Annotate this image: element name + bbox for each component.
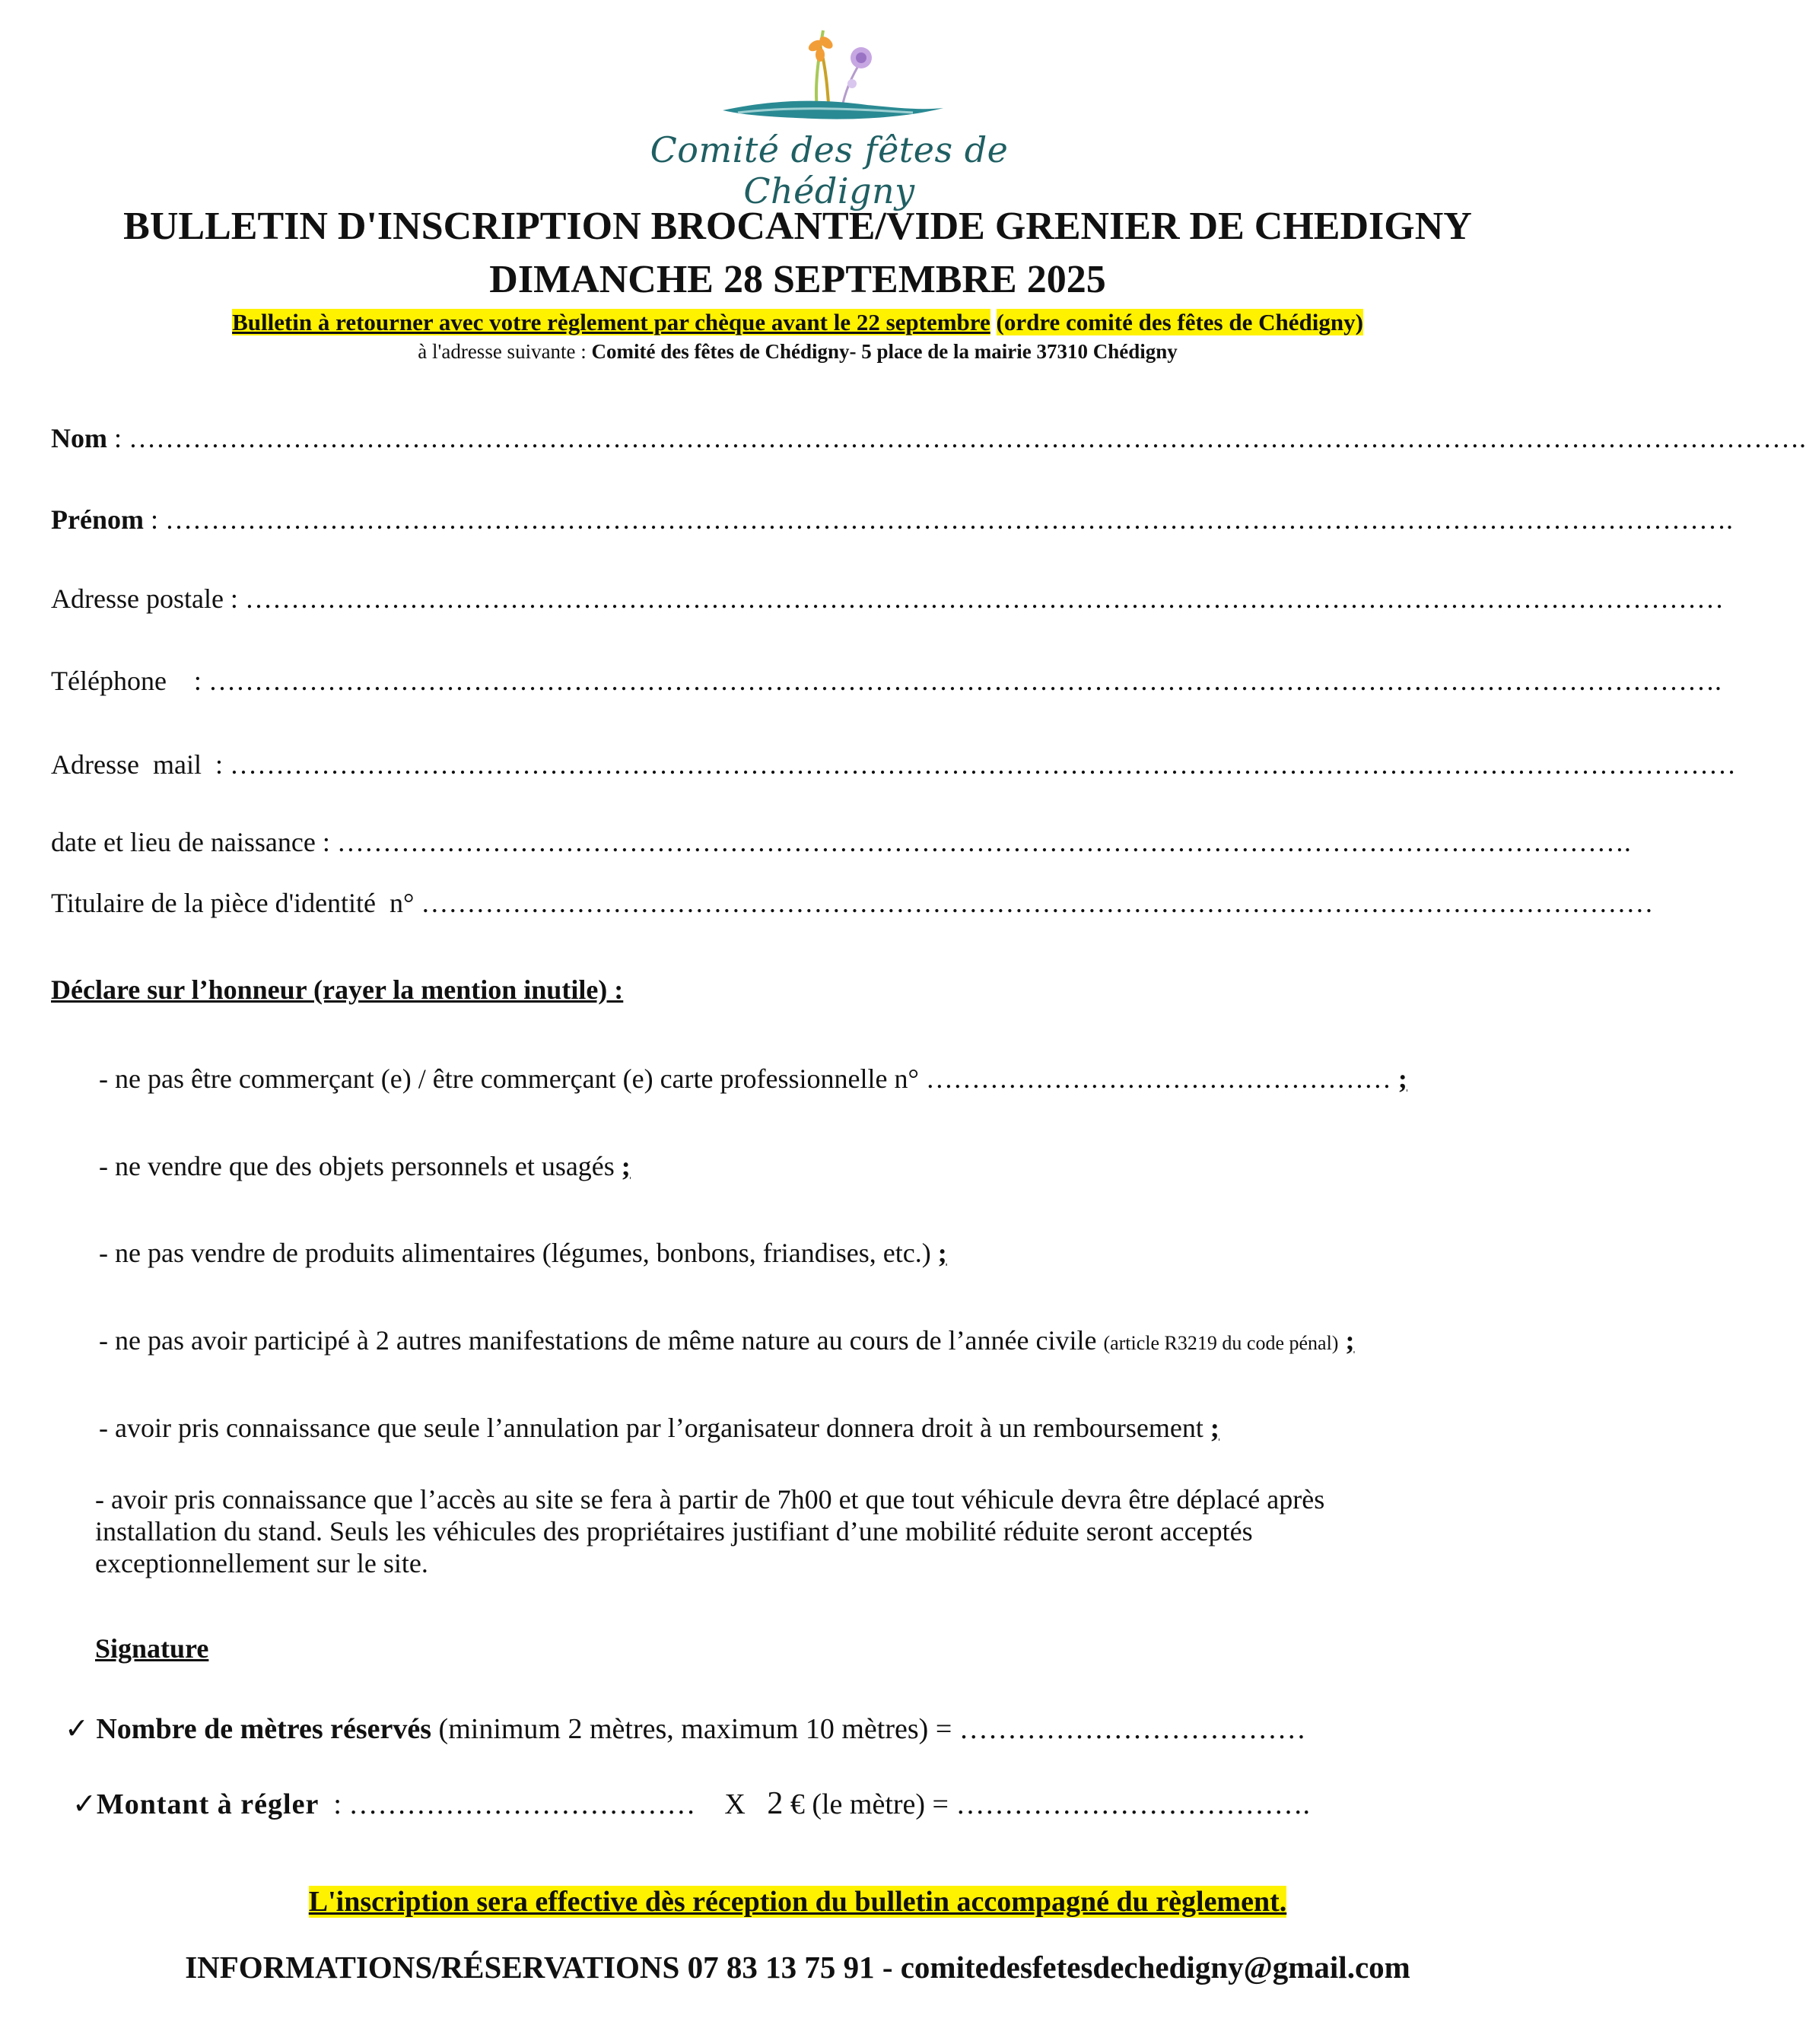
- nom-sep: :: [107, 423, 129, 453]
- declaration-item-6-line-1: - avoir pris connaissance que l’accès au site se fera à partir de 7h00 et que tout véhicule devra être déplacé après: [95, 1484, 1325, 1515]
- page-title: BULLETIN D'INSCRIPTION BROCANTE/VIDE GRENIER DE CHEDIGNY: [123, 205, 1472, 248]
- signature-label: Signature: [95, 1633, 209, 1664]
- adresse-mail-label: Adresse mail :: [51, 749, 230, 780]
- check-icon: ✓: [72, 1788, 97, 1820]
- montant-detail: : ……………………………… X: [319, 1788, 768, 1820]
- price: 2: [767, 1786, 784, 1821]
- semicolon: ;: [1210, 1413, 1219, 1443]
- declaration-item-3: [99, 1237, 947, 1269]
- naissance-label: date et lieu de naissance :: [51, 827, 337, 857]
- declaration-heading: Déclare sur l’honneur (rayer la mention inutile) :: [51, 974, 624, 1005]
- metres-detail: (minimum 2 mètres, maximum 10 mètres) = ………………………………: [431, 1713, 1306, 1745]
- mail-dots: …………………………………………………………………………………………………………………………………………………: [229, 749, 1736, 780]
- adresse-postale-label: Adresse postale :: [51, 583, 245, 614]
- return-notice: [0, 309, 1595, 336]
- declaration-item-3-text: - ne pas vendre de produits alimentaires (légumes, bonbons, friandises, etc.): [99, 1238, 938, 1268]
- logo: [624, 15, 1035, 211]
- field-adresse-postale[interactable]: [51, 583, 1724, 615]
- naissance-dots: …………………………………………………………………………………………………………………………….: [336, 827, 1631, 857]
- semicolon: ;: [621, 1151, 631, 1181]
- prenom-label: Prénom: [51, 504, 144, 535]
- semicolon: ;: [1345, 1325, 1355, 1356]
- piece-dots: ………………………………………………………………………………………………………………………: [421, 888, 1654, 918]
- address-prefix: à l'adresse suivante :: [418, 340, 592, 363]
- field-prenom[interactable]: [51, 504, 1733, 536]
- declaration-item-4: [99, 1324, 1354, 1356]
- declaration-item-6: [95, 1483, 1324, 1579]
- declaration-item-6-line-3: exceptionnellement sur le site.: [95, 1548, 428, 1578]
- declaration-item-4-text: - ne pas avoir participé à 2 autres manifestations de même nature au cours de l’année civile: [99, 1325, 1104, 1356]
- declaration-item-4-note: (article R3219 du code pénal): [1103, 1332, 1339, 1354]
- return-notice-text: Bulletin à retourner avec votre règlement par chèque avant le 22 septembre: [232, 309, 990, 335]
- logo-text: Comité des fêtes de Chédigny: [650, 129, 1009, 211]
- piece-identite-label: Titulaire de la pièce d'identité n°: [51, 888, 421, 918]
- metres-label: Nombre de mètres réservés: [96, 1713, 432, 1745]
- declaration-item-1-text: - ne pas être commerçant (e) / être commerçant (e) carte professionnelle n° ……………………………………………: [99, 1063, 1398, 1094]
- flower-logo-icon: [624, 15, 1035, 137]
- address-line: [0, 340, 1595, 364]
- price-unit: € (le mètre) = ……………………………….: [783, 1788, 1310, 1820]
- metres-row: [65, 1712, 1306, 1746]
- declaration-item-2: [99, 1150, 631, 1182]
- semicolon: ;: [937, 1238, 947, 1268]
- nom-dots: ………………………………………………………………………………………………………………………………………………………………….: [129, 423, 1806, 453]
- check-icon: ✓: [65, 1713, 89, 1745]
- effective-notice: [0, 1885, 1595, 1918]
- telephone-label: Téléphone :: [51, 666, 208, 696]
- telephone-dots: ………………………………………………………………………………………………………………………………………………….: [208, 666, 1722, 696]
- declaration-item-5-text: - avoir pris connaissance que seule l’annulation par l’organisateur donnera droit à un remboursement: [99, 1413, 1210, 1443]
- declaration-item-1: [99, 1063, 1407, 1095]
- declaration-item-5: [99, 1412, 1219, 1444]
- adresse-dots: ………………………………………………………………………………………………………………………………………………: [244, 583, 1724, 614]
- event-date: DIMANCHE 28 SEPTEMBRE 2025: [489, 258, 1106, 301]
- contact-line: INFORMATIONS/RÉSERVATIONS 07 83 13 75 91 - comitedesfetesdechedigny@gmail.com: [185, 1950, 1410, 1985]
- montant-row: [72, 1785, 1310, 1822]
- declaration-item-2-text: - ne vendre que des objets personnels et usagés: [99, 1151, 622, 1181]
- field-piece-identite[interactable]: [51, 887, 1653, 919]
- field-adresse-mail[interactable]: [51, 749, 1736, 780]
- declaration-item-6-line-2: installation du stand. Seuls les véhicules des propriétaires justifiant d’une mobilité réduite seront acceptés: [95, 1516, 1253, 1547]
- effective-notice-text: L'inscription sera effective dès réception du bulletin accompagné du règlement.: [308, 1886, 1287, 1918]
- montant-label: Montant à régler: [96, 1788, 320, 1820]
- field-naissance[interactable]: [51, 826, 1631, 858]
- field-telephone[interactable]: [51, 665, 1722, 697]
- prenom-dots: ……………………………………………………………………………………………………………………………………………………….: [164, 504, 1733, 535]
- field-nom[interactable]: [51, 422, 1806, 454]
- nom-label: Nom: [51, 423, 107, 453]
- order-notice: (ordre comité des fêtes de Chédigny): [996, 309, 1363, 335]
- semicolon: ;: [1397, 1063, 1407, 1094]
- prenom-sep: :: [143, 504, 165, 535]
- address: Comité des fêtes de Chédigny- 5 place de la mairie 37310 Chédigny: [591, 340, 1178, 363]
